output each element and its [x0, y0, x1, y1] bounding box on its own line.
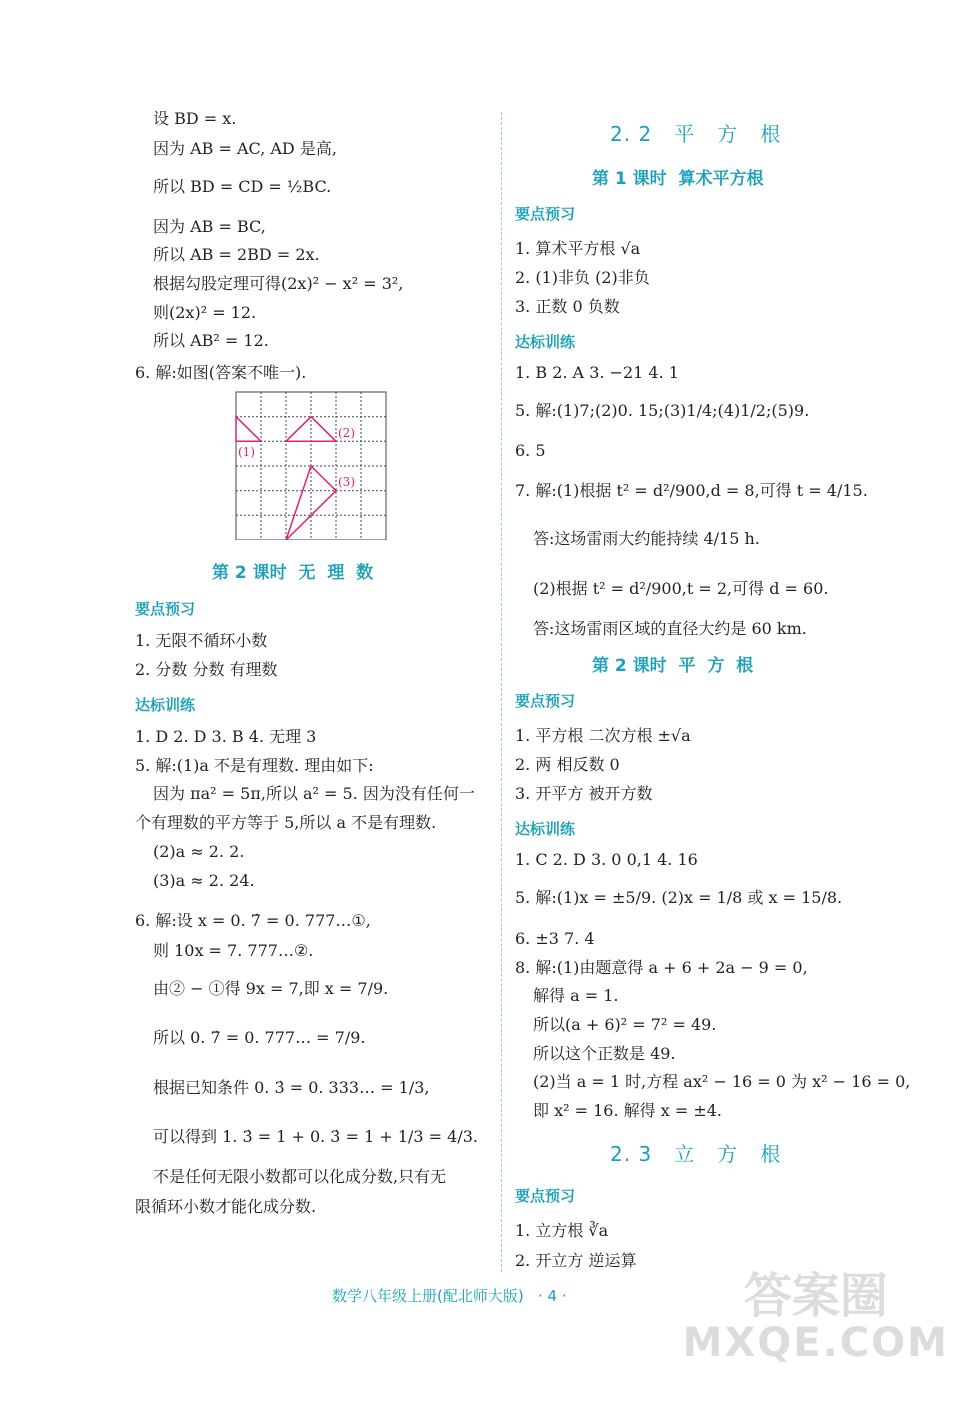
- text-line: 因为 AB = BC,: [153, 217, 266, 236]
- text-line: 答:这场雷雨大约能持续 4/15 h.: [533, 529, 760, 548]
- text-line: (2)根据 t² = d²/900,t = 2,可得 d = 60.: [533, 579, 829, 598]
- text-line: (3)a ≈ 2. 24.: [153, 871, 255, 890]
- text-line: 5. 解:(1)a 不是有理数. 理由如下:: [135, 756, 374, 775]
- text-line: 答:这场雷雨区域的直径大约是 60 km.: [533, 619, 807, 638]
- practice-heading: 达标训练: [515, 333, 576, 351]
- text-line: 1. C 2. D 3. 0 0,1 4. 16: [515, 850, 698, 869]
- page-footer: 数学八年级上册(配北师大版) · 4 ·: [332, 1287, 567, 1305]
- text-line: 5. 解:(1)x = ±5/9. (2)x = 1/8 或 x = 15/8.: [515, 888, 843, 907]
- text-line: 所以(a + 6)² = 7² = 49.: [533, 1015, 717, 1034]
- text-line: 不是任何无限小数都可以化成分数,只有无: [153, 1167, 447, 1186]
- text-line: 8. 解:(1)由题意得 a + 6 + 2a − 9 = 0,: [515, 958, 808, 977]
- text-line: 1. 算术平方根 √a: [515, 239, 641, 258]
- watermark: [683, 1270, 949, 1364]
- preview-heading: 要点预习: [515, 1187, 576, 1205]
- grid-figure: [232, 390, 392, 540]
- text-line: 2. 两 相反数 0: [515, 755, 620, 774]
- text-line: 由② − ①得 9x = 7,即 x = 7/9.: [153, 979, 389, 998]
- preview-heading: 要点预习: [515, 205, 576, 223]
- text-line: 解得 a = 1.: [533, 986, 619, 1005]
- preview-heading: 要点预习: [135, 600, 196, 618]
- lesson-title-1: 第 1 课时 算术平方根: [592, 169, 764, 189]
- text-line: 所以这个正数是 49.: [533, 1044, 676, 1063]
- text-line: 则(2x)² = 12.: [153, 303, 257, 322]
- text-line: 3. 正数 0 负数: [515, 297, 620, 316]
- text-line: 2. 分数 分数 有理数: [135, 660, 278, 679]
- text-line: 限循环小数才能化成分数.: [135, 1197, 317, 1216]
- text-line: 则 10x = 7. 777…②.: [153, 941, 314, 960]
- text-line: 根据已知条件 0. 3̇ = 0. 333… = 1/3,: [153, 1078, 430, 1097]
- text-line: 1. D 2. D 3. B 4. 无理 3: [135, 727, 317, 746]
- text-line: 7. 解:(1)根据 t² = d²/900,d = 8,可得 t = 4/15.: [515, 481, 868, 500]
- label-1: (1): [238, 445, 255, 459]
- preview-heading: 要点预习: [515, 692, 576, 710]
- text-line: 所以 AB = 2BD = 2x.: [153, 245, 320, 264]
- text-line: (2)a ≈ 2. 2.: [153, 842, 245, 861]
- text-line: (2)当 a = 1 时,方程 ax² − 16 = 0 为 x² − 16 = 0,: [533, 1072, 911, 1091]
- text-line: 1. 平方根 二次方根 ±√a: [515, 726, 691, 745]
- text-line: 个有理数的平方等于 5,所以 a 不是有理数.: [135, 813, 437, 832]
- label-2: (2): [338, 426, 355, 440]
- text-line: 因为 AB = AC, AD 是高,: [153, 139, 337, 158]
- label-3: (3): [338, 475, 355, 489]
- problem-6-intro: 6. 解:如图(答案不唯一).: [135, 363, 307, 382]
- text-line: 因为 πa² = 5π,所以 a² = 5. 因为没有任何一: [153, 784, 475, 803]
- text-line: 6. 5: [515, 441, 546, 460]
- lesson-title-irrational: 第 2 课时 无 理 数: [212, 563, 374, 583]
- column-divider: [501, 112, 502, 1272]
- text-line: 所以 BD = CD = ½BC.: [153, 177, 332, 196]
- section-title-2-2: 2. 2 平 方 根: [610, 122, 782, 146]
- text-line: 2. 开立方 逆运算: [515, 1251, 637, 1270]
- text-line: 2. (1)非负 (2)非负: [515, 268, 650, 287]
- practice-heading: 达标训练: [515, 820, 576, 838]
- text-line: 即 x² = 16. 解得 x = ±4.: [533, 1101, 722, 1120]
- section-title-2-3: 2. 3 立 方 根: [610, 1142, 782, 1166]
- triangle-1: [236, 417, 261, 442]
- watermark-top: 答案圈: [743, 1268, 888, 1324]
- text-line: 6. 解:设 x = 0. 7̇ = 0. 777…①,: [135, 911, 371, 930]
- text-line: 3. 开平方 被开方数: [515, 784, 653, 803]
- text-line: 1. 立方根 ∛a: [515, 1221, 609, 1240]
- text-line: 6. ±3 7. 4: [515, 929, 595, 948]
- text-line: 设 BD = x.: [153, 109, 237, 128]
- watermark-bottom: MXQE.COM: [682, 1320, 949, 1366]
- text-line: 根据勾股定理可得(2x)² − x² = 3²,: [153, 274, 404, 293]
- text-line: 1. B 2. A 3. −21 4. 1: [515, 363, 679, 382]
- practice-heading: 达标训练: [135, 696, 196, 714]
- text-line: 5. 解:(1)7;(2)0. 15;(3)1/4;(4)1/2;(5)9.: [515, 401, 810, 420]
- text-line: 1. 无限不循环小数: [135, 631, 268, 650]
- text-line: 所以 0. 7̇ = 0. 777… = 7/9.: [153, 1028, 366, 1047]
- text-line: 所以 AB² = 12.: [153, 331, 269, 350]
- text-line: 可以得到 1. 3̇ = 1 + 0. 3̇ = 1 + 1/3 = 4/3.: [153, 1127, 478, 1146]
- lesson-title-2: 第 2 课时 平 方 根: [592, 656, 754, 676]
